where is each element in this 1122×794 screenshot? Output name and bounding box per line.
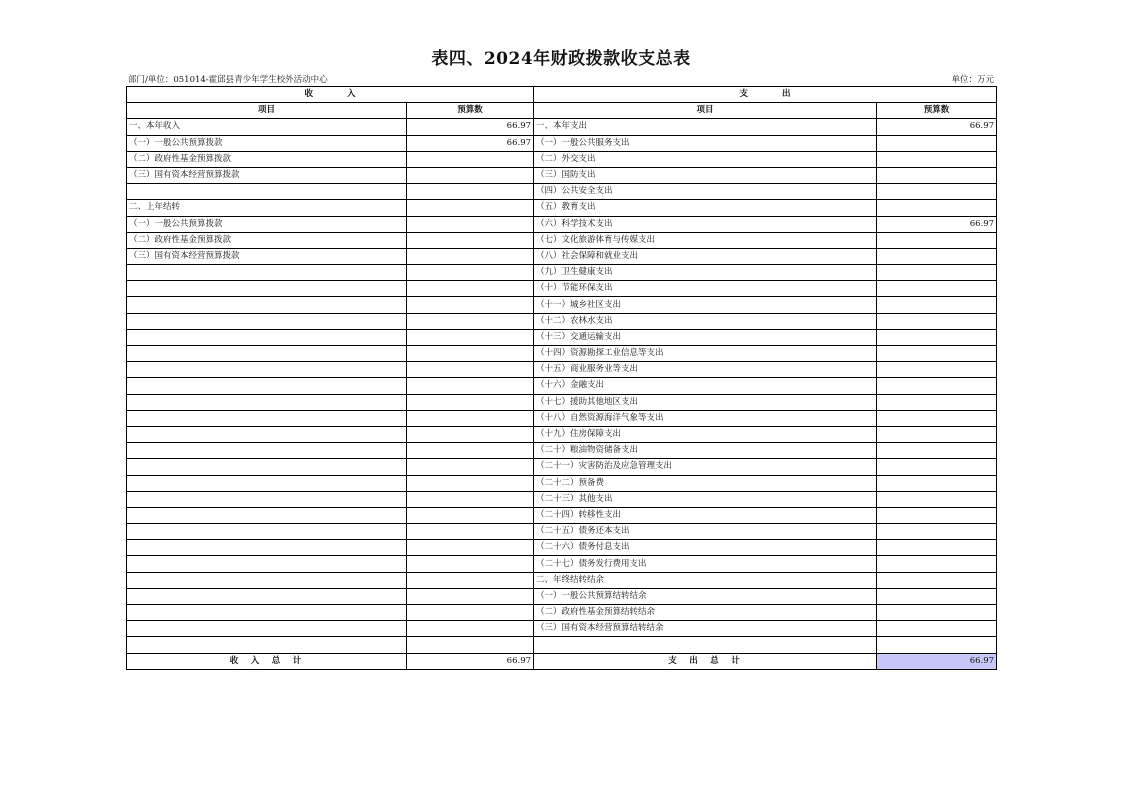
expense-item-cell: （二）外交支出 xyxy=(534,151,877,167)
expense-budget-cell xyxy=(877,151,997,167)
expense-budget-cell xyxy=(877,507,997,523)
expense-budget-cell xyxy=(877,426,997,442)
expense-budget-cell xyxy=(877,313,997,329)
income-item-cell xyxy=(127,410,407,426)
table-row xyxy=(127,621,997,637)
expense-item-cell: （二十四）转移性支出 xyxy=(534,507,877,523)
department-label: 部门/单位：051014-霍邱县青少年学生校外活动中心 xyxy=(128,75,328,85)
table-row xyxy=(127,426,997,442)
table-row xyxy=(127,216,997,232)
expense-section-header: 支 出 xyxy=(534,87,997,103)
expense-budget-cell xyxy=(877,394,997,410)
income-item-cell xyxy=(127,524,407,540)
table-row xyxy=(127,540,997,556)
table-row xyxy=(127,265,997,281)
table-row xyxy=(127,507,997,523)
table-row xyxy=(127,443,997,459)
income-item-cell xyxy=(127,281,407,297)
table-row xyxy=(127,410,997,426)
expense-item-cell: （二十七）债务发行费用支出 xyxy=(534,556,877,572)
income-budget-cell xyxy=(407,443,534,459)
table-row xyxy=(127,378,997,394)
table-row xyxy=(127,232,997,248)
expense-item-cell: （二十二）预备费 xyxy=(534,475,877,491)
income-budget-cell xyxy=(407,605,534,621)
income-item-cell: （三）国有资本经营预算拨款 xyxy=(127,248,407,264)
expense-budget-cell xyxy=(877,459,997,475)
income-budget-cell xyxy=(407,184,534,200)
table-row xyxy=(127,297,997,313)
income-budget-cell xyxy=(407,426,534,442)
table-row xyxy=(127,588,997,604)
expense-item-header: 项目 xyxy=(534,103,877,119)
expense-budget-cell: 66.97 xyxy=(877,119,997,135)
expense-budget-cell xyxy=(877,265,997,281)
expense-budget-header: 预算数 xyxy=(877,103,997,119)
expense-item-cell: （十六）金融支出 xyxy=(534,378,877,394)
table-row xyxy=(127,119,997,135)
income-item-cell: （一）一般公共预算拨款 xyxy=(127,216,407,232)
expense-item-cell: 一、本年支出 xyxy=(534,119,877,135)
income-section-header: 收 入 xyxy=(127,87,534,103)
income-budget-cell: 66.97 xyxy=(407,119,534,135)
expense-item-cell: （二十五）债务还本支出 xyxy=(534,524,877,540)
income-item-cell xyxy=(127,540,407,556)
expense-budget-cell xyxy=(877,540,997,556)
income-item-cell: 二、上年结转 xyxy=(127,200,407,216)
income-item-cell xyxy=(127,588,407,604)
expense-item-cell: （十九）住房保障支出 xyxy=(534,426,877,442)
expense-item-cell: （十）节能环保支出 xyxy=(534,281,877,297)
expense-budget-cell xyxy=(877,621,997,637)
expense-total-label: 支 出 总 计 xyxy=(534,653,877,669)
expense-item-cell: （二十）粮油物资储备支出 xyxy=(534,443,877,459)
table-row xyxy=(127,394,997,410)
section-header-row xyxy=(127,87,997,103)
table-row xyxy=(127,605,997,621)
column-header-row xyxy=(127,103,997,119)
table-row xyxy=(127,491,997,507)
expense-budget-cell xyxy=(877,524,997,540)
income-item-cell xyxy=(127,297,407,313)
income-item-cell xyxy=(127,443,407,459)
table-row xyxy=(127,200,997,216)
table-row xyxy=(127,167,997,183)
table-row xyxy=(127,459,997,475)
table-row xyxy=(127,329,997,345)
expense-budget-cell xyxy=(877,491,997,507)
page-title: 表四、2024年财政拨款收支总表 xyxy=(431,49,691,69)
expense-budget-cell xyxy=(877,443,997,459)
expense-total-value: 66.97 xyxy=(877,653,997,669)
income-budget-cell xyxy=(407,378,534,394)
expense-budget-cell xyxy=(877,184,997,200)
income-budget-cell xyxy=(407,297,534,313)
table-row xyxy=(127,524,997,540)
income-item-cell xyxy=(127,362,407,378)
expense-item-cell: （十八）自然资源海洋气象等支出 xyxy=(534,410,877,426)
expense-budget-cell xyxy=(877,248,997,264)
expense-item-cell: （十七）援助其他地区支出 xyxy=(534,394,877,410)
expense-item-cell: （二）政府性基金预算结转结余 xyxy=(534,605,877,621)
table-row xyxy=(127,184,997,200)
expense-item-cell: （七）文化旅游体育与传媒支出 xyxy=(534,232,877,248)
income-budget-cell xyxy=(407,232,534,248)
income-budget-cell xyxy=(407,362,534,378)
table-row xyxy=(127,475,997,491)
income-item-cell xyxy=(127,459,407,475)
income-item-cell xyxy=(127,637,407,653)
table-row xyxy=(127,346,997,362)
expense-budget-cell xyxy=(877,200,997,216)
unit-label: 单位：万元 xyxy=(951,75,994,85)
income-budget-cell xyxy=(407,167,534,183)
income-budget-cell xyxy=(407,540,534,556)
income-item-cell xyxy=(127,621,407,637)
expense-item-cell: （四）公共安全支出 xyxy=(534,184,877,200)
expense-item-cell: （二十一）灾害防治及应急管理支出 xyxy=(534,459,877,475)
income-budget-cell xyxy=(407,265,534,281)
income-item-cell: 一、本年收入 xyxy=(127,119,407,135)
expense-budget-cell xyxy=(877,410,997,426)
expense-budget-cell xyxy=(877,232,997,248)
income-budget-cell xyxy=(407,200,534,216)
income-item-cell: （三）国有资本经营预算拨款 xyxy=(127,167,407,183)
income-budget-cell xyxy=(407,151,534,167)
income-budget-cell xyxy=(407,281,534,297)
income-budget-cell xyxy=(407,507,534,523)
table-row xyxy=(127,572,997,588)
expense-budget-cell xyxy=(877,605,997,621)
income-item-cell xyxy=(127,184,407,200)
income-budget-cell xyxy=(407,248,534,264)
expense-item-cell: 二、年终结转结余 xyxy=(534,572,877,588)
income-budget-cell xyxy=(407,216,534,232)
expense-item-cell: （五）教育支出 xyxy=(534,200,877,216)
expense-item-cell: （一）一般公共服务支出 xyxy=(534,135,877,151)
expense-item-cell: （十一）城乡社区支出 xyxy=(534,297,877,313)
income-budget-cell xyxy=(407,491,534,507)
table-row xyxy=(127,637,997,653)
expense-item-cell: （十四）资源勘探工业信息等支出 xyxy=(534,346,877,362)
expense-item-cell: （十五）商业服务业等支出 xyxy=(534,362,877,378)
expense-item-cell: （三）国防支出 xyxy=(534,167,877,183)
income-item-cell xyxy=(127,265,407,281)
table-row xyxy=(127,151,997,167)
income-item-cell xyxy=(127,572,407,588)
income-item-cell xyxy=(127,378,407,394)
expense-budget-cell xyxy=(877,346,997,362)
expense-item-cell: （三）国有资本经营预算结转结余 xyxy=(534,621,877,637)
expense-item-cell: （一）一般公共预算结转结余 xyxy=(534,588,877,604)
income-item-cell: （二）政府性基金预算拨款 xyxy=(127,232,407,248)
income-item-cell xyxy=(127,556,407,572)
income-item-cell: （二）政府性基金预算拨款 xyxy=(127,151,407,167)
income-budget-cell xyxy=(407,410,534,426)
expense-budget-cell xyxy=(877,556,997,572)
expense-item-cell: （九）卫生健康支出 xyxy=(534,265,877,281)
expense-budget-cell xyxy=(877,167,997,183)
totals-row xyxy=(127,653,997,669)
expense-budget-cell xyxy=(877,637,997,653)
income-budget-cell xyxy=(407,572,534,588)
expense-budget-cell xyxy=(877,135,997,151)
table-row xyxy=(127,248,997,264)
expense-item-cell xyxy=(534,637,877,653)
table-row xyxy=(127,281,997,297)
income-budget-cell xyxy=(407,637,534,653)
income-budget-cell xyxy=(407,329,534,345)
table-row xyxy=(127,556,997,572)
expense-budget-cell xyxy=(877,362,997,378)
expense-item-cell: （二十六）债务付息支出 xyxy=(534,540,877,556)
table-row xyxy=(127,135,997,151)
income-item-cell xyxy=(127,329,407,345)
expense-budget-cell xyxy=(877,297,997,313)
income-item-cell xyxy=(127,605,407,621)
income-item-cell xyxy=(127,426,407,442)
income-budget-cell xyxy=(407,524,534,540)
income-item-cell xyxy=(127,475,407,491)
income-budget-cell xyxy=(407,346,534,362)
income-total-value: 66.97 xyxy=(407,653,534,669)
income-budget-cell xyxy=(407,556,534,572)
expense-budget-cell xyxy=(877,378,997,394)
expense-item-cell: （八）社会保障和就业支出 xyxy=(534,248,877,264)
income-item-cell xyxy=(127,346,407,362)
income-budget-cell xyxy=(407,621,534,637)
income-item-header: 项目 xyxy=(127,103,407,119)
income-item-cell xyxy=(127,394,407,410)
income-item-cell xyxy=(127,313,407,329)
expense-budget-cell xyxy=(877,475,997,491)
expense-item-cell: （十三）交通运输支出 xyxy=(534,329,877,345)
income-budget-cell xyxy=(407,313,534,329)
income-budget-cell: 66.97 xyxy=(407,135,534,151)
expense-budget-cell xyxy=(877,281,997,297)
income-item-cell: （一）一般公共预算拨款 xyxy=(127,135,407,151)
income-item-cell xyxy=(127,491,407,507)
expense-budget-cell xyxy=(877,588,997,604)
income-budget-header: 预算数 xyxy=(407,103,534,119)
expense-budget-cell xyxy=(877,572,997,588)
expense-budget-cell: 66.97 xyxy=(877,216,997,232)
income-budget-cell xyxy=(407,588,534,604)
income-budget-cell xyxy=(407,475,534,491)
budget-summary-table xyxy=(126,86,997,670)
expense-item-cell: （十二）农林水支出 xyxy=(534,313,877,329)
table-row xyxy=(127,362,997,378)
table-row xyxy=(127,313,997,329)
income-budget-cell xyxy=(407,459,534,475)
income-total-label: 收 入 总 计 xyxy=(127,653,407,669)
expense-item-cell: （六）科学技术支出 xyxy=(534,216,877,232)
expense-item-cell: （二十三）其他支出 xyxy=(534,491,877,507)
income-budget-cell xyxy=(407,394,534,410)
expense-budget-cell xyxy=(877,329,997,345)
income-item-cell xyxy=(127,507,407,523)
